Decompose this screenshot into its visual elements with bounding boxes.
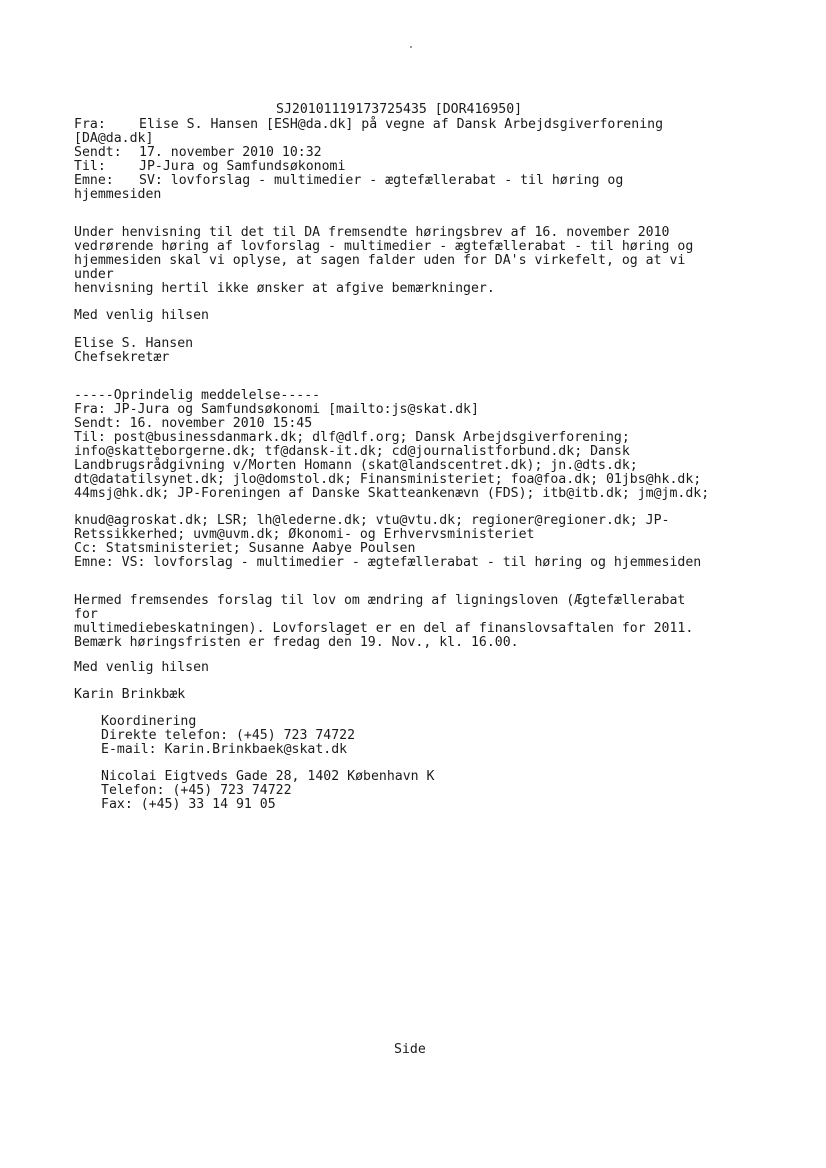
original-greeting: Med venlig hilsen <box>74 660 209 675</box>
signature-name: Elise S. Hansen <box>74 336 194 351</box>
original-body-line: Bemærk høringsfristen er fredag den 19. Nov., kl. 16.00. <box>74 635 519 650</box>
from-value-cont: [DA@da.dk] <box>74 131 154 146</box>
original-to-line: info@skatteborgerne.dk; tf@dansk-it.dk; cd@journalistforbund.dk; Dansk <box>74 444 630 459</box>
original-cc: Cc: Statsministeriet; Susanne Aabye Poulsen <box>74 541 416 556</box>
subject-value-cont: hjemmesiden <box>74 187 162 202</box>
original-subject: Emne: VS: lovforslag - multimedier - ægtefællerabat - til høring og hjemmesiden <box>74 555 702 570</box>
original-to-line: knud@agroskat.dk; LSR; lh@lederne.dk; vtu@vtu.dk; regioner@regioner.dk; JP- <box>74 513 670 528</box>
to-label: Til: <box>74 159 106 174</box>
from-value: Elise S. Hansen [ESH@da.dk] på vegne af Dansk Arbejdsgiverforening <box>139 117 664 132</box>
signature-direct-phone: Direkte telefon: (+45) 723 74722 <box>101 728 356 743</box>
original-to-line: 44msj@hk.dk; JP-Foreningen af Danske Skatteankenævn (FDS); itb@itb.dk; jm@jm.dk; <box>74 486 710 501</box>
sent-value: 17. november 2010 10:32 <box>139 145 322 160</box>
doc-id: SJ20101119173725435 [DOR416950] <box>276 102 523 117</box>
from-label: Fra: <box>74 117 106 132</box>
original-sent: Sendt: 16. november 2010 15:45 <box>74 416 313 431</box>
body-line: henvisning hertil ikke ønsker at afgive bemærkninger. <box>74 281 495 296</box>
sent-label: Sendt: <box>74 145 122 160</box>
original-body-line: for <box>74 607 98 622</box>
original-separator: -----Oprindelig meddelelse----- <box>74 388 321 403</box>
signature-fax: Fax: (+45) 33 14 91 05 <box>101 797 276 812</box>
greeting: Med venlig hilsen <box>74 308 209 323</box>
original-from: Fra: JP-Jura og Samfundsøkonomi [mailto:js@skat.dk] <box>74 402 479 417</box>
original-signature-name: Karin Brinkbæk <box>74 687 186 702</box>
body-line: hjemmesiden skal vi oplyse, at sagen falder uden for DA's virkefelt, og at vi <box>74 253 686 268</box>
subject-value: SV: lovforslag - multimedier - ægtefællerabat - til høring og <box>139 173 624 188</box>
body-line: under <box>74 267 114 282</box>
original-body-line: multimediebeskatningen). Lovforslaget er en del af finanslovsaftalen for 2011. <box>74 621 694 636</box>
signature-role: Koordinering <box>101 714 197 729</box>
original-to-line: dt@datatilsynet.dk; jlo@domstol.dk; Finansministeriet; foa@foa.dk; 01jbs@hk.dk; <box>74 472 702 487</box>
original-to-line: Landbrugsrådgivning v/Morten Homann (skat@landscentret.dk); jn.@dts.dk; <box>74 458 638 473</box>
original-to-line: Til: post@businessdanmark.dk; dlf@dlf.org; Dansk Arbejdsgiverforening; <box>74 430 630 445</box>
body-line: vedrørende høring af lovforslag - multimedier - ægtefællerabat - til høring og <box>74 239 694 254</box>
signature-title: Chefsekretær <box>74 350 170 365</box>
signature-address: Nicolai Eigtveds Gade 28, 1402 København K <box>101 769 435 784</box>
signature-phone: Telefon: (+45) 723 74722 <box>101 783 292 798</box>
original-body-line: Hermed fremsendes forslag til lov om ændring af ligningsloven (Ægtefællerabat <box>74 593 686 608</box>
subject-label: Emne: <box>74 173 114 188</box>
page-footer-label: Side <box>394 1042 426 1057</box>
original-to-line: Retssikkerhed; uvm@uvm.dk; Økonomi- og Erhvervsministeriet <box>74 527 535 542</box>
signature-email: E-mail: Karin.Brinkbaek@skat.dk <box>101 742 348 757</box>
to-value: JP-Jura og Samfundsøkonomi <box>139 159 346 174</box>
body-line: Under henvisning til det til DA fremsendte høringsbrev af 16. november 2010 <box>74 225 670 240</box>
scan-speck <box>410 46 412 48</box>
